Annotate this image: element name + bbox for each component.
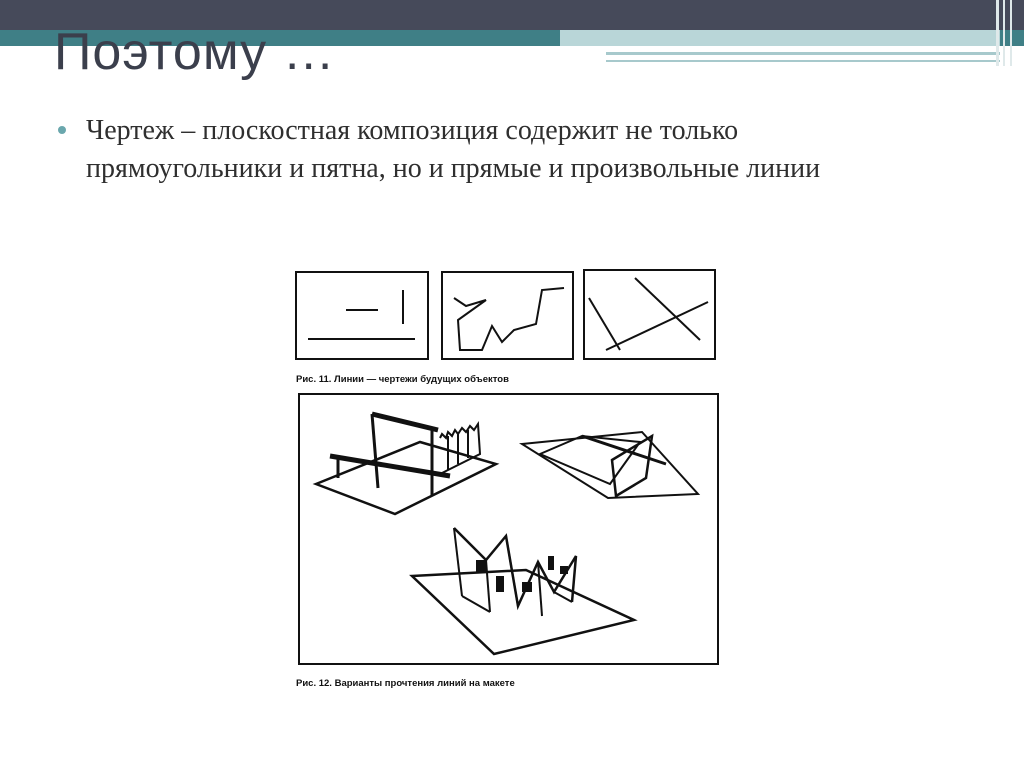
header-divider-3 — [1010, 0, 1012, 66]
model-box — [299, 394, 718, 664]
line-box-3 — [584, 270, 715, 359]
header-band-light — [560, 30, 1000, 46]
line-box-2 — [442, 272, 573, 359]
bullet-marker — [58, 126, 66, 134]
slide-title: Поэтому … — [54, 23, 336, 81]
figure-illustration — [290, 266, 720, 696]
header-stripe-2 — [606, 60, 1000, 62]
bullet-list — [58, 112, 878, 188]
header-divider-2 — [1003, 0, 1005, 66]
line-box-1 — [296, 272, 428, 359]
header-stripe-1 — [606, 52, 1000, 55]
header-divider-1 — [996, 0, 999, 66]
figure-caption-top: Рис. 11. Линии — чертежи будущих объектов — [296, 374, 509, 385]
figure-caption-bottom: Рис. 12. Варианты прочтения линий на макете — [296, 678, 515, 689]
bullet-item: Чертеж – плоскостная композиция содержит не только прямоугольники и пятна, но и прямые и произвольные линии — [86, 115, 821, 184]
